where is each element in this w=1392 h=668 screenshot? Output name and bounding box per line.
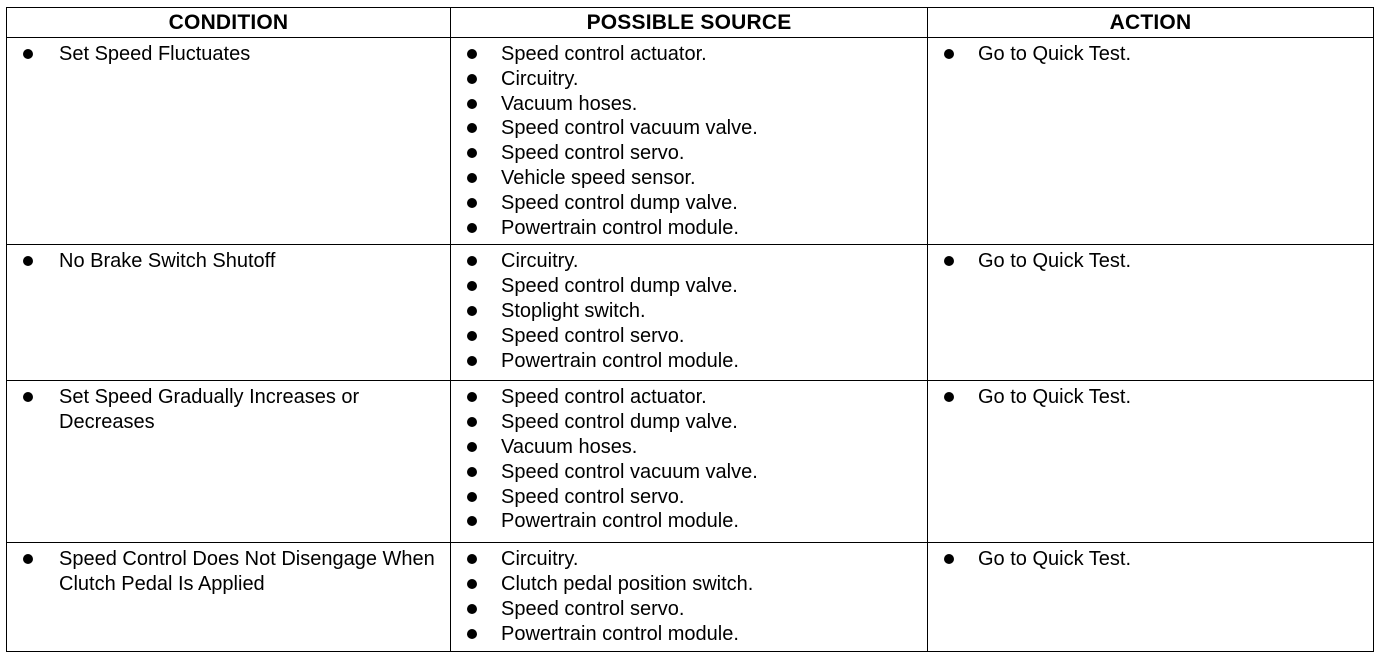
list-item xyxy=(7,547,450,597)
list-item-text: Powertrain control module. xyxy=(501,349,739,372)
list-item-text: Vacuum hoses. xyxy=(501,435,638,458)
bullet-icon xyxy=(467,256,477,266)
bullet-icon xyxy=(467,579,477,589)
bullet-icon xyxy=(467,173,477,183)
list-item-text: Speed control servo. xyxy=(501,485,685,508)
list-item xyxy=(928,547,1373,572)
list-item xyxy=(451,216,927,241)
list-item xyxy=(7,249,450,274)
bullet-icon xyxy=(467,629,477,639)
list-item xyxy=(451,622,927,647)
header-row xyxy=(7,8,1374,38)
bullet-icon xyxy=(467,516,477,526)
list-item-text: Clutch pedal position switch. xyxy=(501,573,754,596)
bullet-icon xyxy=(23,554,33,564)
bullet-list xyxy=(451,385,927,534)
bullet-icon xyxy=(467,306,477,316)
list-item xyxy=(451,324,927,349)
bullet-icon xyxy=(467,554,477,564)
list-item xyxy=(7,385,450,435)
condition-cell xyxy=(7,543,451,651)
bullet-icon xyxy=(944,256,954,266)
bullet-list xyxy=(7,385,450,435)
bullet-icon xyxy=(467,74,477,84)
bullet-icon xyxy=(467,604,477,614)
list-item-text: Speed control actuator. xyxy=(501,386,707,409)
header-action: ACTION xyxy=(928,8,1374,38)
list-item xyxy=(7,42,450,67)
bullet-icon xyxy=(944,49,954,59)
condition-cell xyxy=(7,245,451,381)
list-item-text: Vehicle speed sensor. xyxy=(501,166,696,189)
list-item xyxy=(451,460,927,485)
bullet-icon xyxy=(23,49,33,59)
bullet-list xyxy=(928,42,1373,67)
bullet-list xyxy=(7,547,450,597)
table-row xyxy=(7,245,1374,381)
possible-source-cell xyxy=(451,381,928,543)
bullet-list xyxy=(7,249,450,274)
bullet-icon xyxy=(467,467,477,477)
list-item-text: No Brake Switch Shutoff xyxy=(59,250,276,273)
list-item xyxy=(451,92,927,117)
list-item-text: Speed control dump valve. xyxy=(501,275,738,298)
bullet-icon xyxy=(467,49,477,59)
condition-cell xyxy=(7,38,451,245)
bullet-list xyxy=(928,547,1373,572)
bullet-icon xyxy=(467,281,477,291)
list-item-text: Set Speed Fluctuates xyxy=(59,43,251,65)
list-item-text: Circuitry. xyxy=(501,67,579,90)
bullet-icon xyxy=(467,392,477,402)
list-item xyxy=(451,191,927,216)
table-row xyxy=(7,543,1374,651)
bullet-icon xyxy=(467,123,477,133)
list-item-text: Speed control vacuum valve. xyxy=(501,117,758,140)
list-item xyxy=(451,67,927,92)
list-item-text: Speed control servo. xyxy=(501,142,685,165)
bullet-icon xyxy=(467,198,477,208)
bullet-icon xyxy=(467,331,477,341)
bullet-icon xyxy=(467,492,477,502)
bullet-icon xyxy=(467,417,477,427)
list-item-text: Speed Control Does Not Disengage When Clutch Pedal Is Applied xyxy=(59,548,435,596)
list-item-text: Speed control vacuum valve. xyxy=(501,460,758,483)
list-item xyxy=(928,249,1373,274)
bullet-list xyxy=(451,249,927,373)
list-item xyxy=(451,166,927,191)
list-item-text: Stoplight switch. xyxy=(501,299,646,322)
list-item xyxy=(451,509,927,534)
list-item-text: Go to Quick Test. xyxy=(978,548,1132,571)
list-item-text: Speed control servo. xyxy=(501,324,685,347)
condition-cell xyxy=(7,381,451,543)
possible-source-cell xyxy=(451,38,928,245)
bullet-list xyxy=(928,249,1373,274)
list-item xyxy=(451,116,927,141)
list-item-text: Powertrain control module. xyxy=(501,216,739,239)
list-item xyxy=(451,42,927,67)
list-item xyxy=(451,572,927,597)
possible-source-cell xyxy=(451,543,928,651)
header-condition: CONDITION xyxy=(7,8,451,38)
bullet-list xyxy=(928,385,1373,410)
bullet-icon xyxy=(23,256,33,266)
list-item-text: Speed control servo. xyxy=(501,597,685,620)
list-item-text: Speed control actuator. xyxy=(501,43,707,65)
table-body xyxy=(7,38,1374,652)
list-item xyxy=(451,410,927,435)
action-cell xyxy=(928,38,1374,245)
list-item xyxy=(451,435,927,460)
list-item-text: Circuitry. xyxy=(501,250,579,273)
list-item xyxy=(451,299,927,324)
list-item-text: Circuitry. xyxy=(501,548,579,571)
diagnosis-table xyxy=(6,7,1374,652)
bullet-icon xyxy=(467,442,477,452)
list-item-text: Speed control dump valve. xyxy=(501,411,738,434)
bullet-icon xyxy=(467,356,477,366)
bullet-icon xyxy=(467,99,477,109)
list-item-text: Set Speed Gradually Increases or Decreases xyxy=(59,386,360,434)
table-row xyxy=(7,38,1374,245)
action-cell xyxy=(928,543,1374,651)
action-cell xyxy=(928,245,1374,381)
list-item-text: Vacuum hoses. xyxy=(501,92,638,115)
header-possible-source: POSSIBLE SOURCE xyxy=(451,8,928,38)
possible-source-cell xyxy=(451,245,928,381)
list-item xyxy=(451,597,927,622)
list-item xyxy=(451,485,927,510)
bullet-list xyxy=(7,42,450,67)
bullet-list xyxy=(451,547,927,646)
list-item xyxy=(928,385,1373,410)
table-row xyxy=(7,381,1374,543)
list-item-text: Powertrain control module. xyxy=(501,622,739,645)
bullet-icon xyxy=(23,392,33,402)
list-item xyxy=(451,249,927,274)
list-item-text: Speed control dump valve. xyxy=(501,191,738,214)
list-item-text: Go to Quick Test. xyxy=(978,386,1132,409)
bullet-list xyxy=(451,42,927,240)
list-item xyxy=(451,547,927,572)
action-cell xyxy=(928,381,1374,543)
list-item xyxy=(451,274,927,299)
bullet-icon xyxy=(944,554,954,564)
bullet-icon xyxy=(944,392,954,402)
list-item-text: Go to Quick Test. xyxy=(978,250,1132,273)
list-item xyxy=(451,349,927,374)
list-item-text: Powertrain control module. xyxy=(501,510,739,533)
list-item xyxy=(451,385,927,410)
list-item xyxy=(928,42,1373,67)
bullet-icon xyxy=(467,148,477,158)
list-item-text: Go to Quick Test. xyxy=(978,43,1132,65)
list-item xyxy=(451,141,927,166)
bullet-icon xyxy=(467,223,477,233)
